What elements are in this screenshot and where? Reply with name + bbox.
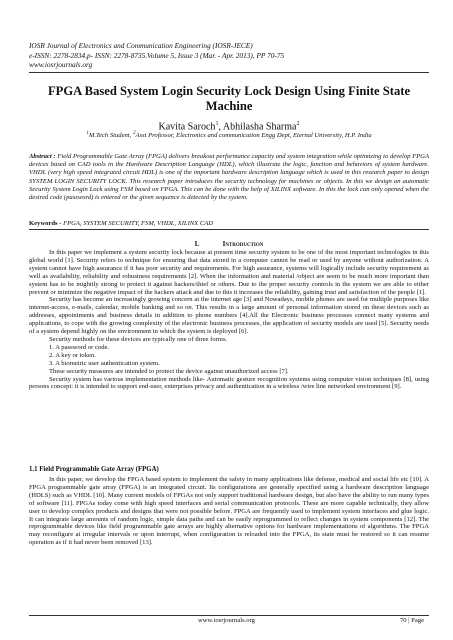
header-rule xyxy=(29,72,429,73)
section-number: I. xyxy=(194,240,200,248)
introduction-body xyxy=(29,249,429,391)
author-1-sup: 1 xyxy=(215,121,219,127)
affil-sup-1: 1 xyxy=(86,131,89,136)
affil-text-1: M.Tech Student, xyxy=(88,132,133,140)
abstract xyxy=(29,153,429,202)
author-2-sup: 2 xyxy=(296,121,300,127)
intro-paragraph-5: Security system has various implementation methods like- Automatic gesture recognition systems using computer vision techniques [8], using persons concept: it is intended to support end-user, enterprises privacy and authentication in a wireless /wire line networked environment [9]. xyxy=(29,375,429,391)
journal-issn: e-ISSN: 2278-2834,p- ISSN: 2278-8735.Volume 5, Issue 3 (Mar. - Apr. 2013), PP 70-75 xyxy=(29,50,285,60)
footer-url[interactable]: www.iosrjournals.org xyxy=(198,617,255,624)
journal-url[interactable]: www.iosrjournals.org xyxy=(29,60,93,70)
keywords-text: FPGA, SYSTEM SECURITY, FSM, VHDL, XILINX CAD xyxy=(63,220,214,227)
intro-paragraph-3: Security methods for these devices are typically one of three forms. xyxy=(49,335,228,343)
fpga-body xyxy=(29,476,429,547)
list-item: 3. A biometric user authentication system. xyxy=(49,359,160,367)
page-number: 70 | Page xyxy=(399,617,424,624)
keywords-rule xyxy=(29,229,429,230)
fpga-paragraph-1: In this paper, we develop the FPGA based system to implement the safety in many applications like defense, medical and social life etc [10]. A FPGA programmable gate array (FPGA) is an integrated circuit. Its configurations are generally specified using a hardware description language (HDLS) such as VHDL [10]. Many current models of FPGAs not only support traditional hardware design, but also have the ability to run many types of software [11]. FPGAs today come with high speed interfaces and serial communication protocols. These are more capable technically, they allow user to develop complex products and designs that were not possible before. FPGA are frequently used to implement system interfaces and glue logic. It can integrate large amounts of random logic, simple data paths and can be easily reprogrammed to reflect changes in system components [12]. The reprogrammable devices like field programmable gate arrays are highly alternative options for hardware implementations of algorithms. The FPGA may reconfigure at irregular intervals or upon interrupt, when configuration is reloaded into the FPGA, its state must be restored so it can resume operation as if it had never been removed [13]. xyxy=(29,476,429,547)
keywords-label: Keywords - xyxy=(29,220,62,227)
intro-paragraph-4: These security measures are intended to protect the device against unauthorized access [7]. xyxy=(49,367,289,375)
affil-text-2: Asst Professor, Electronics and communication Engg Dept, Eternal University, H.P. India xyxy=(135,132,372,140)
list-item: 1. A password or code. xyxy=(49,343,110,351)
subsection-heading-fpga: 1.1 Field Programmable Gate Array (FPGA) xyxy=(29,466,159,473)
author-1: Kavita Saroch xyxy=(158,121,216,133)
section-heading-introduction xyxy=(29,240,429,249)
intro-paragraph-2: Security has become an increasingly growing concern at the internet age [3] and Nowadays, mobile phones are used for multiple purposes like internet-access, e-mails, calendar, mobile banking and so on. This results in a large amount of personal information stored on these devices such as addresses, appointments and business details in addition to phone numbers [4].All the Electronic business processes connect many systems and applications, to cope with the growing complexity of the electronic business processes, the application of security models are used [5]. Security needs of a system depend highly on the environment in which the system is deployed [6]. xyxy=(29,296,429,336)
abstract-label: Abstract : xyxy=(29,153,56,160)
section-title: Introduction xyxy=(222,240,264,248)
paper-affiliation xyxy=(29,130,429,140)
journal-header xyxy=(29,41,284,70)
author-2: , Abhilasha Sharma xyxy=(218,121,297,133)
list-item: 2. A key or token. xyxy=(49,351,96,359)
abstract-text: Field Programmable Gate Array (FPGA) delivers breakout performance capacity and system integration while optimizing to develop FPGA devices based on CAD tools in the Hardware Description Language (HDL), which illustrate the logic, function and behaviors of system hardware. VHDL (very high speed integrated circuit HDL) is one of the important hardware description language which is used in this research paper to design SYSTEM LOGIN SECURITY LOCK. This research paper introduces the security technology for machines or objects. In this we design an automatic Security System Login Lock using FSM based on FPGA. This can be done with the help of XILINX software. In this the lock can only opened when the desired code (password) is entered or the given sequence is detected by the system. xyxy=(29,153,430,202)
journal-name: IOSR Journal of Electronics and Communication Engineering (IOSR-JECE) xyxy=(29,41,253,50)
footer-rule xyxy=(29,615,429,616)
intro-paragraph-1: In this paper we implement a system security lock because at present time security system to be one of the most important technologies in this global world [1]. Security refers to technique for ensuring that data stored in a computer cannot be read or used by anyone without authorization. A system cannot have high assurance if it has poor security and requirements. For high assurance, systems will logically include security requirement as well as availability, reliability and robustness requirements [2]. When the information and material /object are seem to be much more important than system has to be mightily strong to protect it against hackers/thief or others. Due to the proper security controls in the system we are able to either prevent or minimize the negative impact of the hackers attack and due to this it increases the reliability, gaining trust and satisfaction of the people [1]. xyxy=(29,249,429,296)
affil-sup-2: 2 xyxy=(132,131,136,136)
keywords xyxy=(29,220,429,228)
paper-title: FPGA Based System Login Security Lock Design Using Finite State Machine xyxy=(47,84,411,113)
